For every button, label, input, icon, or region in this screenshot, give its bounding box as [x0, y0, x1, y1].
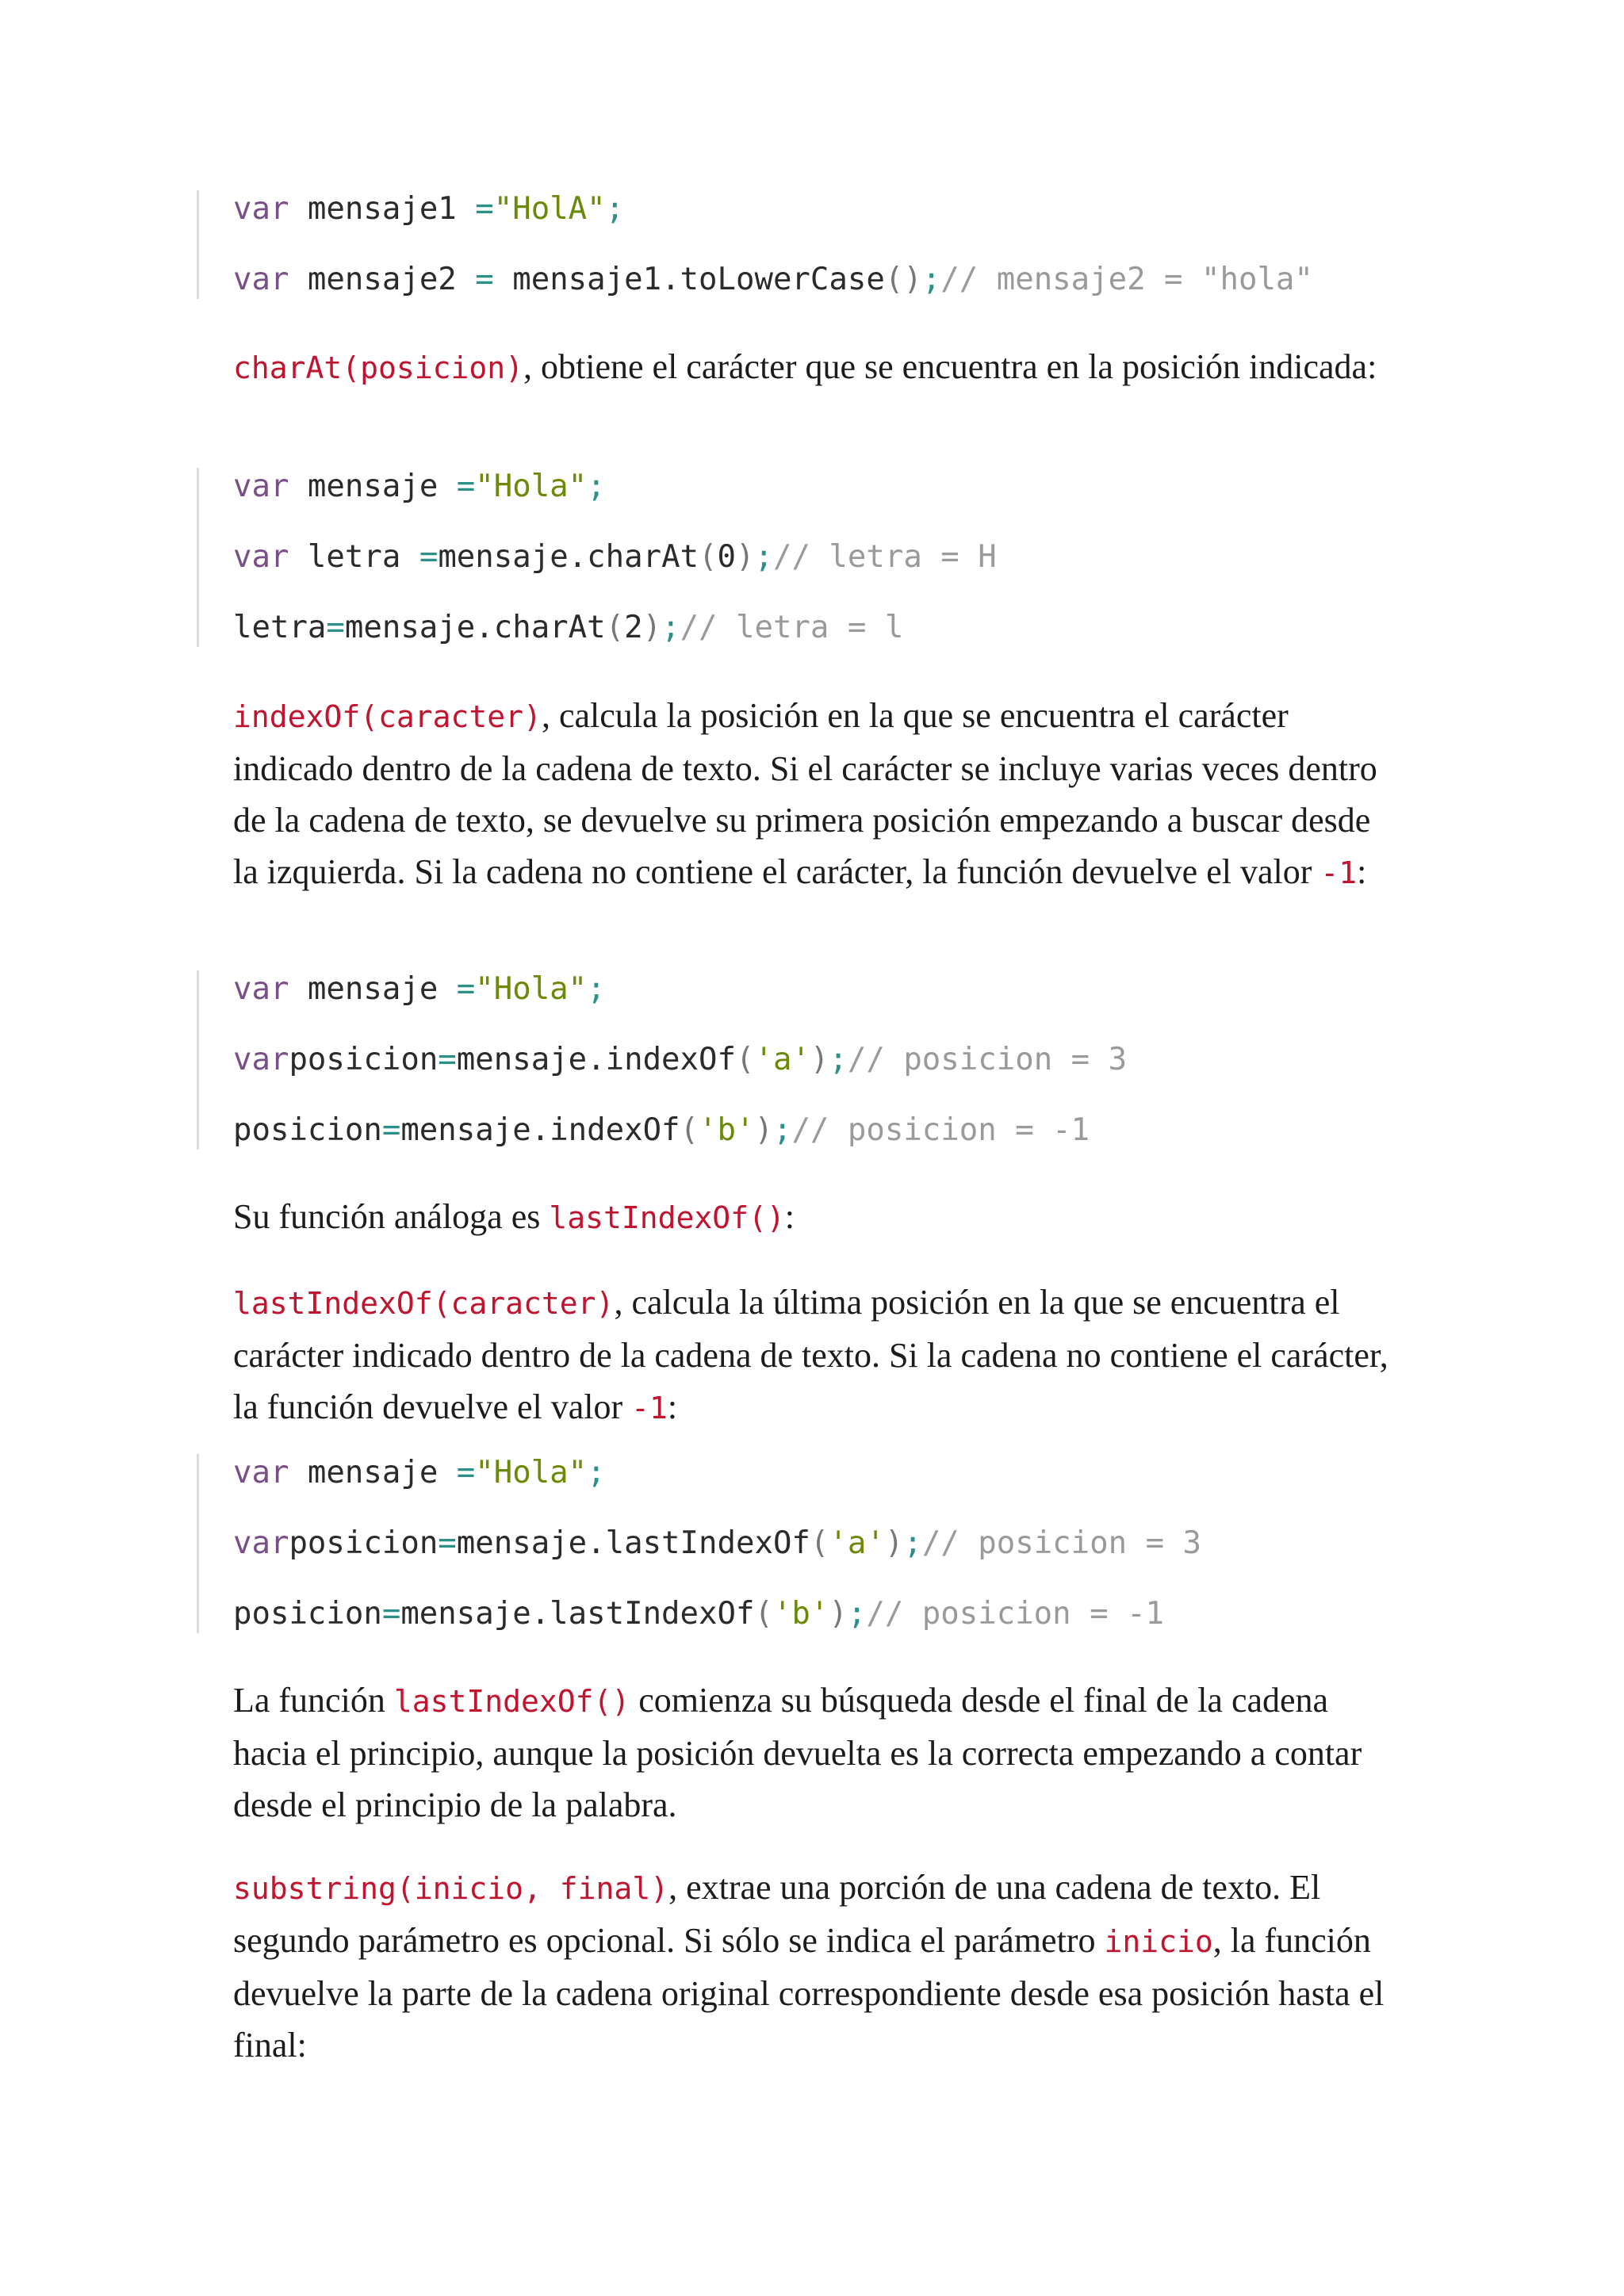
code-token: mensaje2: [289, 262, 476, 297]
inline-code: -1: [631, 1391, 668, 1425]
code-token: (: [699, 539, 718, 575]
code-token: mensaje1.toLowerCase: [493, 262, 885, 297]
code-token: 'b': [772, 1596, 829, 1632]
code-token: // posicion = 3: [921, 1525, 1202, 1561]
paragraph-text: comienza su búsqueda desde el final de la cadena hacia el principio, aunque la posición devuelta es la correcta empezando a contar desde el principio de la palabra.: [233, 1681, 1362, 1824]
paragraph-lastindexof-intro: [233, 1191, 1391, 1244]
paragraph-indexof: [233, 690, 1391, 899]
paragraph-text: :: [1357, 852, 1367, 891]
code-block-indexof: [197, 970, 1127, 1150]
code-token: =: [475, 191, 494, 227]
code-token: ): [642, 610, 662, 645]
paragraph-substring: [233, 1862, 1391, 2071]
code-token: 'a': [829, 1525, 885, 1561]
code-token: // posicion = -1: [791, 1112, 1090, 1148]
code-token: ;: [772, 1112, 792, 1148]
code-token: ;: [754, 539, 773, 575]
paragraph-text: , obtiene el carácter que se encuentra en la posición indicada:: [523, 347, 1377, 386]
paragraph-text: :: [667, 1387, 678, 1426]
code-token: ;: [605, 191, 625, 227]
code-token: (: [735, 1042, 755, 1077]
paragraph-text: Su función análoga es: [233, 1197, 550, 1236]
code-token: var: [233, 262, 289, 297]
code-token: 0: [717, 539, 737, 575]
code-block-tolowercase: [197, 190, 1313, 299]
inline-code: substring(inicio, final): [233, 1871, 669, 1906]
code-block-lastindexof: [197, 1454, 1201, 1633]
inline-code: lastIndexOf(): [393, 1684, 630, 1719]
code-token: "Hola": [475, 1455, 588, 1490]
code-line: [233, 609, 997, 647]
code-token: "HolA": [493, 191, 606, 227]
code-token: (: [754, 1596, 773, 1632]
code-token: 'a': [754, 1042, 810, 1077]
code-token: =: [456, 971, 476, 1007]
code-token: ;: [921, 262, 941, 297]
code-token: var: [233, 1042, 289, 1077]
code-line: [233, 1525, 1201, 1563]
code-token: =: [475, 262, 494, 297]
code-block-charat: [197, 468, 997, 647]
inline-code: lastIndexOf(caracter): [233, 1286, 615, 1321]
code-token: ;: [903, 1525, 922, 1561]
code-token: =: [381, 1112, 401, 1148]
inline-code: charAt(posicion): [233, 350, 524, 385]
code-token: // letra = l: [680, 610, 904, 645]
code-token: var: [233, 469, 289, 504]
code-token: ;: [587, 971, 606, 1007]
code-token: (: [680, 1112, 699, 1148]
code-token: mensaje.indexOf: [400, 1112, 680, 1148]
code-token: var: [233, 539, 289, 575]
code-line: [233, 261, 1313, 299]
paragraph-text: , la función devuelve la parte de la cadena original correspondiente desde esa posición hasta el final:: [233, 1921, 1385, 2064]
code-token: var: [233, 191, 289, 227]
code-token: ): [884, 1525, 904, 1561]
code-token: var: [233, 971, 289, 1007]
code-token: // letra = H: [772, 539, 997, 575]
code-line: [233, 970, 1127, 1008]
code-token: (: [605, 610, 625, 645]
inline-code: indexOf(caracter): [233, 699, 542, 734]
paragraph-charat: [233, 341, 1391, 394]
code-token: ;: [661, 610, 680, 645]
code-token: mensaje.charAt: [344, 610, 606, 645]
code-token: ): [810, 1042, 829, 1077]
code-token: =: [438, 1525, 457, 1561]
code-token: posicion: [233, 1112, 382, 1148]
code-token: =: [438, 1042, 457, 1077]
code-token: var: [233, 1525, 289, 1561]
code-token: ): [829, 1596, 848, 1632]
paragraph-text: , extrae una porción de una cadena de texto. El segundo parámetro es opcional. Si sólo se indica el parámetro: [233, 1868, 1321, 1960]
code-token: var: [233, 1455, 289, 1490]
code-token: // mensaje2 = "hola": [940, 262, 1313, 297]
code-token: ): [754, 1112, 773, 1148]
code-token: (: [810, 1525, 829, 1561]
code-token: 'b': [699, 1112, 755, 1148]
code-token: mensaje: [289, 469, 457, 504]
code-line: [233, 1454, 1201, 1492]
code-token: =: [326, 610, 345, 645]
code-line: [233, 1595, 1201, 1633]
code-token: "Hola": [475, 469, 588, 504]
code-token: =: [419, 539, 439, 575]
code-token: letra: [233, 610, 327, 645]
code-line: [233, 190, 1313, 228]
inline-code: lastIndexOf(): [549, 1200, 785, 1235]
code-line: [233, 468, 997, 506]
code-token: posicion: [289, 1042, 439, 1077]
code-token: // posicion = 3: [847, 1042, 1128, 1077]
code-token: mensaje: [289, 971, 457, 1007]
code-line: [233, 1112, 1127, 1150]
code-token: // posicion = -1: [866, 1596, 1165, 1632]
code-token: ;: [587, 1455, 606, 1490]
paragraph-text: La función: [233, 1681, 394, 1720]
code-token: 2: [624, 610, 643, 645]
paragraph-text: , calcula la última posición en la que se encuentra el carácter indicado dentro de la cadena de texto. Si la cadena no contiene el carácter, la función devuelve el valor: [233, 1283, 1388, 1426]
code-token: mensaje.charAt: [438, 539, 699, 575]
code-token: ;: [847, 1596, 867, 1632]
inline-code: inicio: [1104, 1924, 1213, 1959]
paragraph-lastindexof: [233, 1276, 1391, 1434]
paragraph-lastindexof-note: [233, 1674, 1391, 1831]
code-token: "Hola": [475, 971, 588, 1007]
code-token: ;: [829, 1042, 848, 1077]
code-token: letra: [289, 539, 419, 575]
code-line: [233, 538, 997, 576]
code-token: mensaje1: [289, 191, 476, 227]
code-token: ): [736, 539, 755, 575]
code-token: =: [456, 1455, 476, 1490]
inline-code: -1: [1320, 855, 1358, 890]
code-token: (): [884, 262, 922, 297]
paragraph-text: :: [784, 1197, 795, 1236]
code-token: =: [456, 469, 476, 504]
code-line: [233, 1041, 1127, 1079]
paragraph-text: , calcula la posición en la que se encuentra el carácter indicado dentro de la cadena de texto. Si el carácter se incluye varias veces dentro de la cadena de texto, se devuelve su primera posición empezando a buscar desde la izquierda. Si la cadena no contiene el carácter, la función devuelve el valor: [233, 696, 1377, 891]
code-token: ;: [587, 469, 606, 504]
code-token: =: [381, 1596, 401, 1632]
code-token: posicion: [233, 1596, 382, 1632]
code-token: mensaje.indexOf: [456, 1042, 736, 1077]
code-token: mensaje.lastIndexOf: [400, 1596, 755, 1632]
code-token: posicion: [289, 1525, 439, 1561]
code-token: mensaje: [289, 1455, 457, 1490]
code-token: mensaje.lastIndexOf: [456, 1525, 810, 1561]
